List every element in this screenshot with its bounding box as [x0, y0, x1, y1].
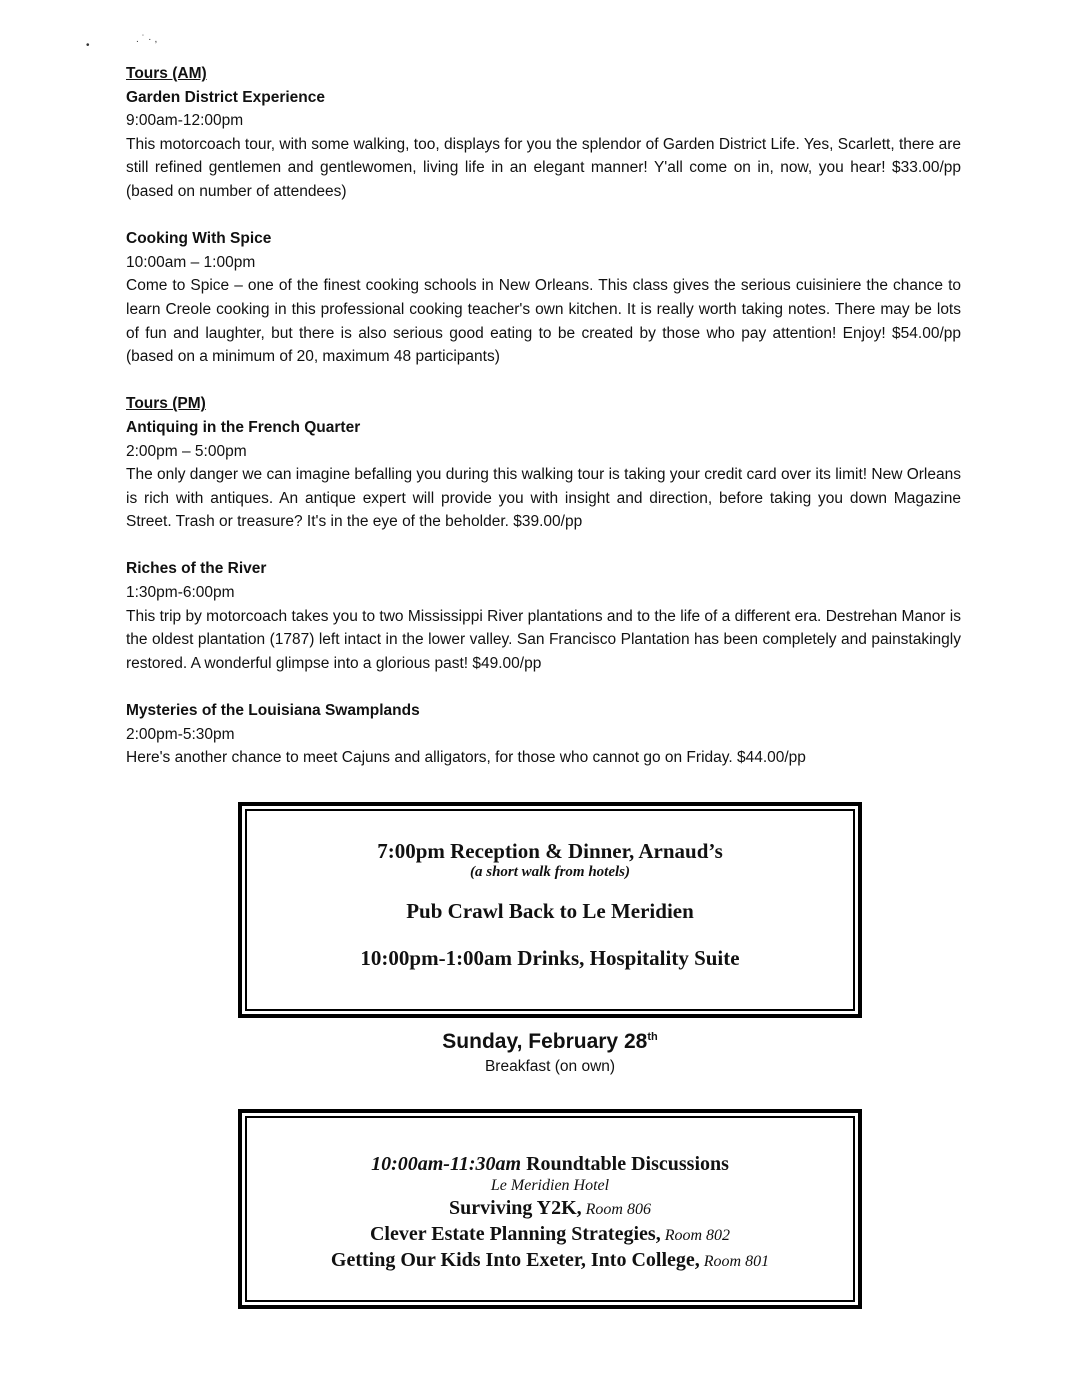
breakfast-note: Breakfast (on own)	[484, 1058, 616, 1075]
reception-dinner-line: 7:00pm Reception & Dinner, Arnaud’s	[377, 839, 723, 863]
event-description: Here's another chance to meet Cajuns and alligators, for those who cannot go on Friday. $44.00/pp	[126, 749, 806, 767]
event-description: The only danger we can imagine befalling you during this walking tour is taking your credit card over its limit! New Orleans is rich with antiques. An antique expert will provide you with insight and direction, before taking you down Magazine Street. Trash or treasure? It's in the eye of the beholder. $39.00/pp	[126, 466, 961, 531]
session-room: Room 806	[581, 1201, 651, 1218]
event-time: 1:30pm-6:00pm	[126, 584, 235, 602]
roundtable-title	[247, 1152, 853, 1176]
scan-speck: •	[86, 40, 90, 51]
event-description: Come to Spice – one of the finest cooking schools in New Orleans. This class gives the serious cuisiniere the chance to learn Creole cooking in this professional cooking teacher's own kitchen. It is really worth taking notes. There may be lots of fun and laughter, but there is also serious good eating to be created by those who pay attention! Enjoy! $54.00/pp (based on a minimum of 20, maximum 48 participants)	[126, 277, 961, 366]
session-item	[247, 1248, 853, 1274]
day-title-suffix: th	[647, 1031, 658, 1043]
pub-crawl-line: Pub Crawl Back to Le Meridien	[406, 899, 694, 923]
day-title-text: Sunday, February 28	[442, 1030, 648, 1053]
event-item	[126, 557, 961, 675]
reception-dinner-note: (a short walk from hotels)	[469, 864, 631, 880]
event-title: Cooking With Spice	[126, 230, 272, 248]
session-item	[247, 1222, 853, 1248]
event-time: 2:00pm-5:30pm	[126, 725, 235, 743]
event-description: This motorcoach tour, with some walking, too, displays for you the splendor of Garden District Life. Yes, Scarlett, there are still refined gentlemen and gentlewomen, living life in an elegant manner! Y'all come on in, now, you hear! $33.00/pp (based on number of attendees)	[126, 135, 961, 200]
event-item	[126, 699, 961, 770]
event-title: Mysteries of the Louisiana Swamplands	[126, 702, 420, 720]
sunday-header	[238, 1030, 862, 1076]
session-room: Room 801	[699, 1253, 770, 1270]
event-title: Garden District Experience	[126, 88, 325, 106]
event-item	[126, 86, 961, 204]
session-name: Surviving Y2K,	[449, 1197, 582, 1219]
roundtable-location: Le Meridien Hotel	[490, 1177, 610, 1194]
session-item	[247, 1196, 853, 1222]
session-room: Room 802	[660, 1227, 731, 1244]
day-title	[238, 1030, 862, 1054]
event-time: 2:00pm – 5:00pm	[126, 442, 247, 460]
event-time: 10:00am – 1:00pm	[126, 253, 256, 271]
section-tours-am	[126, 62, 961, 369]
roundtable-inner	[245, 1116, 855, 1302]
event-title: Antiquing in the French Quarter	[126, 418, 361, 436]
evening-events-box	[238, 802, 862, 1018]
roundtable-title-text: Roundtable Discussions	[521, 1153, 729, 1175]
event-description: This trip by motorcoach takes you to two Mississippi River plantations and to the life of a different era. Destrehan Manor is the oldest plantation (1787) left intact in the lower valley. San Francisco Plantation has been completely and painstakingly restored. A wonderful glimpse into a glorious past! $49.00/pp	[126, 607, 961, 672]
event-item	[126, 416, 961, 534]
schedule-content	[126, 62, 961, 793]
section-tours-pm	[126, 392, 961, 770]
hospitality-suite-line: 10:00pm-1:00am Drinks, Hospitality Suite	[360, 946, 740, 970]
roundtable-time: 10:00am-11:30am	[371, 1153, 522, 1175]
session-name: Getting Our Kids Into Exeter, Into College,	[330, 1249, 700, 1271]
session-name: Clever Estate Planning Strategies,	[369, 1223, 661, 1245]
section-heading: Tours (AM)	[126, 65, 207, 82]
event-item	[126, 227, 961, 369]
event-time: 9:00am-12:00pm	[126, 112, 244, 130]
scan-speck: .˙·,	[136, 34, 161, 45]
roundtable-box	[238, 1109, 862, 1309]
section-heading: Tours (PM)	[126, 395, 206, 413]
evening-events-inner	[245, 809, 855, 1011]
event-title: Riches of the River	[126, 560, 267, 578]
